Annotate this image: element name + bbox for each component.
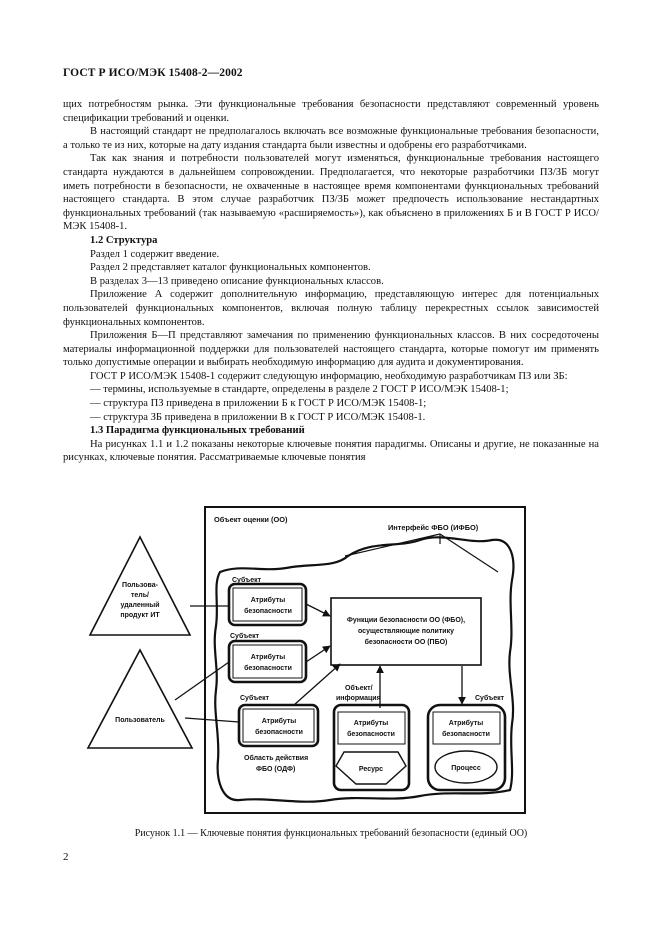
paragraph: щих потребностям рынка. Эти функциональные требования безопасности представляют современный уровень спецификации требований и оценки.: [63, 99, 599, 124]
paragraph: Раздел 1 содержит введение.: [90, 248, 220, 260]
attributes-label: Атрибуты: [353, 720, 389, 727]
subject-label: Субъект: [240, 695, 270, 702]
attributes-box: [233, 588, 302, 621]
figure-caption: Рисунок 1.1 — Ключевые понятия функциональных требований безопасности (единый ОО): [134, 828, 528, 839]
list-item: — термины, используемые в стандарте, определены в разделе 2 ГОСТ Р ИСО/МЭК 15408-1;: [90, 384, 509, 396]
attributes-box: [433, 712, 500, 744]
paragraph: ГОСТ Р ИСО/МЭК 15408-1 содержит следующую информацию, необходимую разработчикам ПЗ или ЗБ:: [90, 370, 568, 382]
tsc-label: Область действия: [244, 755, 309, 762]
section-heading: 1.3 Парадигма функциональных требований: [90, 425, 305, 437]
connector-line: [175, 662, 229, 700]
paragraph: Приложение А содержит дополнительную информацию, представляющую интерес для потенциальных пользователей функциональных компонентов, включая полную таблицу перекрестных ссылок зависимостей функциональных компонентов.: [63, 289, 599, 328]
subject-box: [229, 584, 306, 625]
subject-box: [239, 705, 318, 746]
tsc-label: ФБО (ОДФ): [256, 766, 296, 773]
attributes-label: безопасности: [244, 608, 292, 615]
remote-user-label: удаленный: [120, 602, 160, 609]
attributes-label: безопасности: [442, 731, 490, 738]
resource-label: Ресурс: [358, 766, 384, 773]
subject-label: Субъект: [232, 577, 262, 584]
subject-box: [229, 641, 306, 682]
document-header: ГОСТ Р ИСО/МЭК 15408-2—2002: [63, 67, 243, 79]
remote-user-label: продукт ИТ: [120, 612, 160, 619]
attributes-box: [243, 709, 314, 742]
list-item: — структура ЗБ приведена в приложении В к ГОСТ Р ИСО/МЭК 15408-1.: [90, 411, 426, 423]
process-subject-box: [428, 705, 505, 790]
user-label: Пользователь: [115, 717, 165, 724]
tsf-label: Функции безопасности ОО (ФБО),: [346, 617, 466, 624]
attributes-label: Атрибуты: [250, 597, 286, 604]
remote-user-label: Пользова-: [122, 582, 158, 589]
subject-label: Субъект: [230, 633, 260, 640]
attributes-box: [233, 645, 302, 678]
attributes-label: Атрибуты: [261, 718, 297, 725]
connector-line: [185, 718, 239, 722]
toe-label: Объект оценки (ОО): [214, 515, 288, 524]
attributes-box: [338, 712, 405, 744]
section-heading: 1.2 Структура: [90, 234, 158, 246]
page-number: 2: [63, 851, 69, 863]
subject-label: Субъект: [475, 695, 505, 702]
paragraph: На рисунках 1.1 и 1.2 показаны некоторые ключевые понятия парадигмы. Описаны и другие, не показанные на рисунках, ключевые понятия. Рассматриваемые ключевые понятия: [63, 438, 599, 464]
paragraph: Так как знания и потребности пользователей могут изменяться, функциональные требования настоящего стандарта нуждаются в дальнейшем сопровождении. Предполагается, что некоторые разработчики ПЗ/ЗБ могут иметь потребности в безопасности, не охваченные в настоящее время компонентами функциональных требований настоящего стандарта. В этом случае разработчик ПЗ/ЗБ может предпочесть использование нестандартных функциональных требований (так называемую «расширяемость»), как объяснено в приложениях Б и В ГОСТ Р ИСО/МЭК 15408-1.: [63, 153, 599, 233]
attributes-label: Атрибуты: [448, 720, 484, 727]
attributes-label: безопасности: [347, 731, 395, 738]
process-label: Процесс: [451, 765, 481, 772]
tsf-label: осуществляющие политику: [358, 628, 454, 635]
arrow: [306, 604, 330, 616]
tsfi-label: Интерфейс ФБО (ИФБО): [388, 523, 479, 532]
attributes-label: Атрибуты: [250, 654, 286, 661]
paragraph: Приложения Б—П представляют замечания по применению функциональных классов. В них сосредоточены материалы информационной поддержки для пользователей настоящего стандарта, которые помогут им применять только допустимые операции и выбирать необходимую информацию для аудита и документирования.: [63, 330, 599, 369]
arrow: [294, 664, 340, 705]
tsfi-pointer: [345, 534, 440, 556]
paragraph: Раздел 2 представляет каталог функциональных компонентов.: [90, 262, 371, 274]
remote-user-label: тель/: [130, 592, 150, 599]
paragraph: В настоящий стандарт не предполагалось включать все возможные функциональные требования безопасности, а только те из них, которые на дату издания стандарта были известны и одобрены его разработчиками.: [63, 126, 599, 151]
object-box: [334, 705, 409, 790]
object-label: Объект/: [345, 685, 373, 692]
paragraph: В разделах 3—13 приведено описание функциональных классов.: [90, 275, 384, 287]
arrow: [306, 646, 330, 662]
tsf-label: безопасности ОО (ПБО): [364, 639, 448, 646]
object-label: информация: [336, 695, 381, 702]
attributes-label: безопасности: [255, 729, 303, 736]
list-item: — структура ПЗ приведена в приложении Б к ГОСТ Р ИСО/МЭК 15408-1;: [90, 398, 427, 410]
attributes-label: безопасности: [244, 665, 292, 672]
